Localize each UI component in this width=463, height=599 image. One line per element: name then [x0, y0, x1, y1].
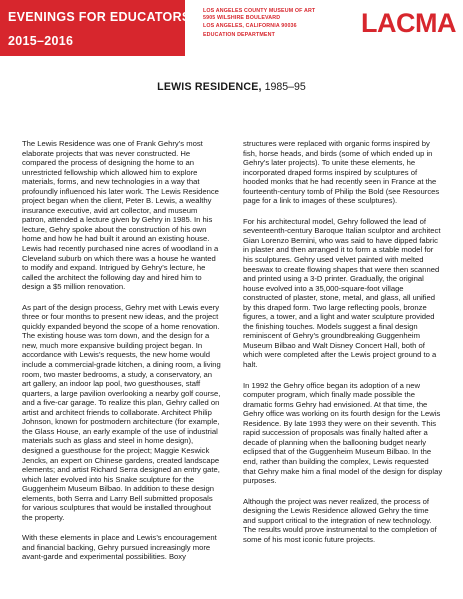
paragraph: In 1992 the Gehry office began its adoption of a new computer program, which finally made possible the dramatic forms Gehry had envisioned. At that time, the Gehry office was working on its fourth design for the Lewis Residence. By late 1993 they were on their seventh. This rapid succession of proposals was finally halted after a decade of planning when the ballooning budget nearly eclipsed that of the Guggenheim Museum Bilbao. In the end, rather than building the complex, Lewis requested that Gehry make him a final model of the design for display purposes.	[243, 380, 443, 486]
paragraph: With these elements in place and Lewis’s encouragement and financial backing, Gehry pursued increasingly more avant-garde and experimental possibilities. Boxy	[22, 533, 217, 562]
left-column	[22, 139, 222, 573]
museum-address	[203, 8, 315, 40]
banner-title: EVENINGS FOR EDUCATORS	[8, 10, 191, 24]
paragraph: Although the project was never realized, the process of designing the Lewis Residence allowed Gehry the time and support critical to the integration of new technology. The results would prove instrumental to the completion of some of his most iconic future projects.	[243, 496, 437, 544]
paragraph: The Lewis Residence was one of Frank Gehry’s most elaborate projects that was never constructed. He compared the process of designing the home to an unrestricted fellowship which allowed him to explore materials, forms, and new technologies in a way that profoundly influenced his later work. The Lewis Residence project began when the client, Peter B. Lewis, a wealthy insurance executive, avid art collector, and museum patron, attended a lecture given by Gehry in 1985. In his lecture, Gehry spoke about the construction of his own home and how he had built it around an existing house. Lewis had recently purchased nine acres of woodland in a Cleveland suburb on which there was a house he wanted to modify and expand. Intrigued by Gehry’s lecture, he called the architect the following day and hired him to design a $5 million renovation.	[22, 139, 219, 292]
title-name: LEWIS RESIDENCE,	[157, 81, 262, 93]
banner-years: 2015–2016	[8, 34, 74, 48]
right-column	[243, 139, 443, 555]
paragraph: As part of the design process, Gehry met with Lewis every three or four months to present new ideas, and the project quickly expanded beyond the scope of a home renovation. The existing house was torn down, and the design for a new, much more expansive building project began. In accordance with Lewis’s requests, the new home would include a commercial-grade kitchen, a dining room, a living room, two master bedrooms, a study, a conservatory, an art gallery, an indoor lap pool, two guesthouses, staff quarters, a large pavilion overlooking a nearby golf course, and a five-car garage. To realize this plan, Gehry called on artist and architect friends to collaborate. Architect Philip Johnson, known for postmodern architecture (for example, the Glass House, an early example of the use of industrial materials such as glass and steel in home design), designed a guesthouse for the project; Maggie Keswick Jencks, an expert on Chinese gardens, created landscape elements; and artist Richard Serra designed an entry gate, which later evolved into his Snake sculpture for the Guggenheim Museum Bilbao. In addition to these design elements, both Serra and Larry Bell submitted proposals for various sculptures that would be installed throughout the property.	[22, 302, 221, 522]
paragraph: For his architectural model, Gehry followed the lead of seventeenth-century Baroque Italian sculptor and architect Gian Lorenzo Bernini, who was said to have dipped fabric in plaster and then arranged it to form a stable model for his sculptures. Gehry used velvet painted with melted beeswax to create flowing shapes that were then scanned and printed using a 3-D printer. Gradually, the original house evolved into a 35,000-square-foot village constructed of plaster, stone, metal, and glass, all unified by this draped form. Two large reflecting pools, bronze figures, a tower, and a light and water sculpture provided the finishing touches. Models suggest a final design reminiscent of Gehry’s groundbreaking Guggenheim Museum Bilbao and Walt Disney Concert Hall, both of which were completed after the Lewis project ground to a halt.	[243, 216, 441, 370]
lacma-logo: LACMA	[361, 8, 456, 38]
museum-street: 5905 WILSHIRE BOULEVARD	[203, 15, 281, 22]
museum-name: LOS ANGELES COUNTY MUSEUM OF ART	[203, 8, 316, 14]
museum-city: LOS ANGELES, CALIFORNIA 90036	[203, 22, 297, 29]
department-name: EDUCATION DEPARTMENT	[203, 32, 275, 39]
paragraph: structures were replaced with organic forms inspired by fish, horse heads, and birds (some of which ended up in Gehry’s later projects). To unite these elements, he incorporated draped forms inspired by sculptures of hooded monks that he had recently seen in France at the fourteenth-century tomb of Philip the Bold (see Resources page for a link to images of these sculptures).	[243, 139, 440, 206]
program-banner	[0, 0, 191, 56]
page-title	[0, 80, 463, 94]
title-years: 1985–95	[261, 81, 306, 93]
